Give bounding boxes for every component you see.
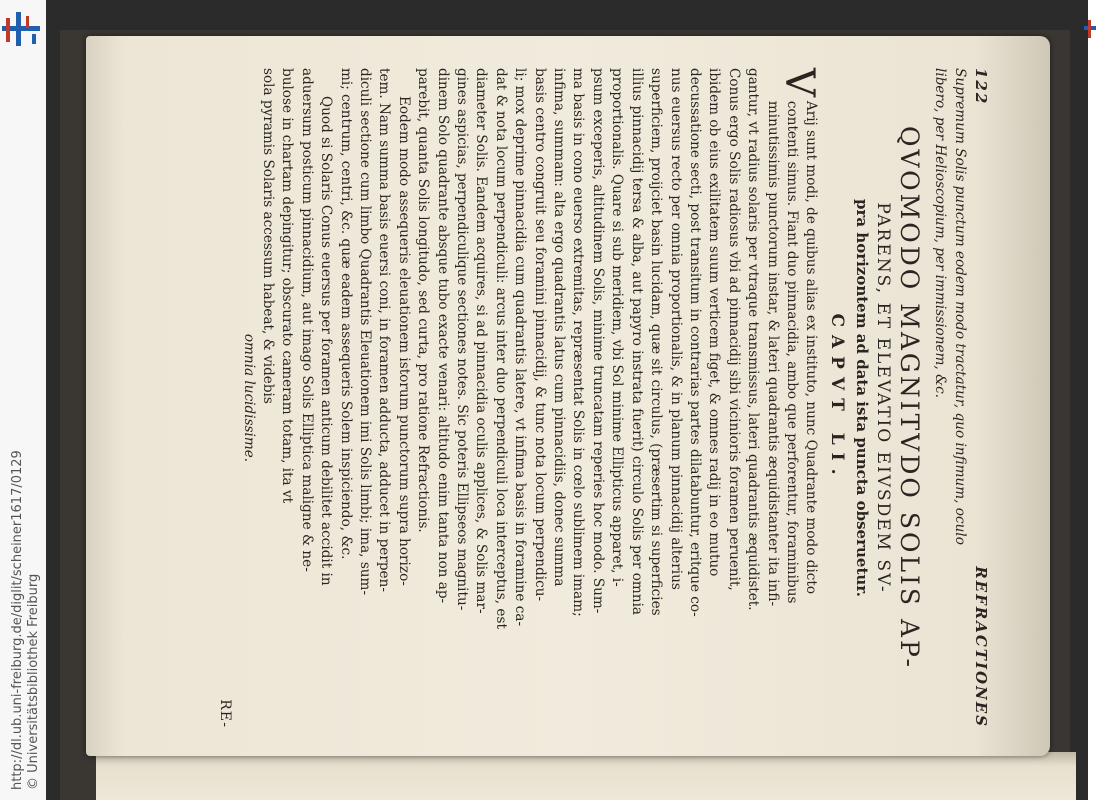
text-line: decussatione secti, post transitum in contrarias partes dilatabuntur, eritque co- xyxy=(686,68,703,617)
text-line: psum exceperis, altitudinem Solis, minime truncatam reperies hoc modo. Sum- xyxy=(589,68,606,614)
text-line: diculi sectione cum limbo Quadrantis Eleuationem imi Solis limbi; ima, sum- xyxy=(357,68,374,596)
viewer-side-strip xyxy=(0,0,46,800)
text-line: nus euersus recto per omnia proportionalis, & in planum pinnacidij alterius xyxy=(667,68,684,590)
text-line: bulose in chartam depingitur; obscurato cameram totam, ita vt xyxy=(279,68,296,504)
text-line: basis centro congruit seu foramini pinnacidij, & tunc nota locum perpendicu- xyxy=(531,68,548,602)
image-source-caption xyxy=(10,400,42,790)
text-line: superficiem, proijciet basin lucidam, quæ sit circulus, (præsertim si superficies xyxy=(648,68,665,616)
text-line: ibidem ob eius exilitatem suum verticem figet, & omnes radij in eo mutuo xyxy=(706,68,723,577)
paragraph-2 xyxy=(335,68,413,728)
facing-page-edge xyxy=(96,752,1076,800)
text-line: diameter Solis. Eandem acquires, si ad pinnacidia oculis applices, & Solis mar- xyxy=(473,68,490,614)
text-line: aduersum posticum pinnacidium, aut imago Solis Elliptica maligne & ne- xyxy=(298,68,315,572)
drop-capital: V xyxy=(776,68,823,97)
page-text-block xyxy=(215,68,990,728)
paragraph-3 xyxy=(258,68,336,728)
text-line: contenti simus. Fiant duo pinnacidia, ambo que perforentur, foraminibus xyxy=(783,100,800,604)
text-line: sola pyramis Solaris accessum habeat, & videbis xyxy=(260,68,276,404)
text-line: Quod si Solaris Conus euersus per foramen anticum debilitet accidit in xyxy=(318,96,335,586)
text-line: ma basis in cono euerso extremitas, repræsentat Solis in cœlo sublimem imam; xyxy=(570,68,587,617)
text-line: illius pinnacidij tersa & alba, aut papyro instrata fuerit) circulo Solis per omnia xyxy=(628,68,645,616)
text-line: gantur, vt radius solaris per vtraque transmissus, lateri quadrantis æquidistet. xyxy=(745,68,762,611)
page-number: 122 xyxy=(972,68,990,106)
closing-line: omnia lucidissime. xyxy=(240,333,257,463)
chapter-title-line1: QVOMODO MAGNITVDO SOLIS AP- xyxy=(894,126,924,670)
text-line: tem. Nam summa basis euersi coni, in foramen adducta, adducet in perpen- xyxy=(376,68,393,592)
text-line: proportionalis. Quare si sub meridiem, vbi Sol minime Ellipticus apparet, i- xyxy=(609,68,626,587)
library-logo-fragment-icon xyxy=(1084,20,1096,38)
running-head: REFRACTIONES xyxy=(972,566,990,728)
text-line: parebit, quanta Solis longitudo, sed curta, pro ratione Refractionis. xyxy=(415,68,432,533)
text-line: infima, summam: alta ergo quadrantis latus cum pinnacidiis, donec summa xyxy=(551,68,568,587)
text-line: li; mox deprime pinnacidia cum quadrantis latere, vt infima basis in foramine ca- xyxy=(512,68,529,627)
lead-line: libero, per Helioscopium, per immissionem, &c. xyxy=(932,68,949,399)
text-line: dinem Solo quadrante absque tubo exacte venari: altitudo enim tanta non ap- xyxy=(434,68,451,604)
text-line: Arij sunt modi, de quibus alias ex instituto, nunc Quadrante modo dicto xyxy=(803,100,820,595)
text-line: dat & nota locum perpendiculi: arcus inter duo perpendiculi loca interceptus, est xyxy=(492,68,509,629)
lead-line: Supremum Solis punctum eodem modo tractatur, quo infimum, oculo xyxy=(951,68,968,545)
text-line: Conus ergo Solis radiosus vbi ad pinnacidij sibi vicinioris foramen peruenit, xyxy=(725,68,742,591)
paragraph-1 xyxy=(413,68,821,728)
text-line: mi; centrum, centri, &c. quæ eadem assequeris Solem inspiciendo, &c. xyxy=(337,68,354,560)
copyright-notice: © Universitätsbibliothek Freiburg xyxy=(26,573,41,790)
lead-text xyxy=(930,68,969,728)
chapter-number: CAPVT LI. xyxy=(826,313,847,483)
library-logo-icon xyxy=(2,12,40,46)
catchword: RE- xyxy=(217,699,234,728)
text-line: Eodem modo assequeris eleuationem istorum punctorum supra horizo- xyxy=(395,96,412,586)
chapter-title-line2: PARENS, ET ELEVATIO EIVSDEM SV- xyxy=(872,202,893,594)
permalink-url[interactable]: http://dl.ub.uni-freiburg.de/diglit/scheiner1617/0129 xyxy=(10,450,25,790)
running-head-row xyxy=(971,68,990,728)
text-line: minutissimis punctorum instar, & lateri quadrantis æquidistanter ita infi- xyxy=(764,100,781,607)
chapter-title-line3: pra horizontem ad data ista puncta obseruetur. xyxy=(852,198,871,598)
text-line: gines aspicias, perpendiculique sectiones notes. Sic poteris Ellipseos magnitu- xyxy=(454,68,471,611)
